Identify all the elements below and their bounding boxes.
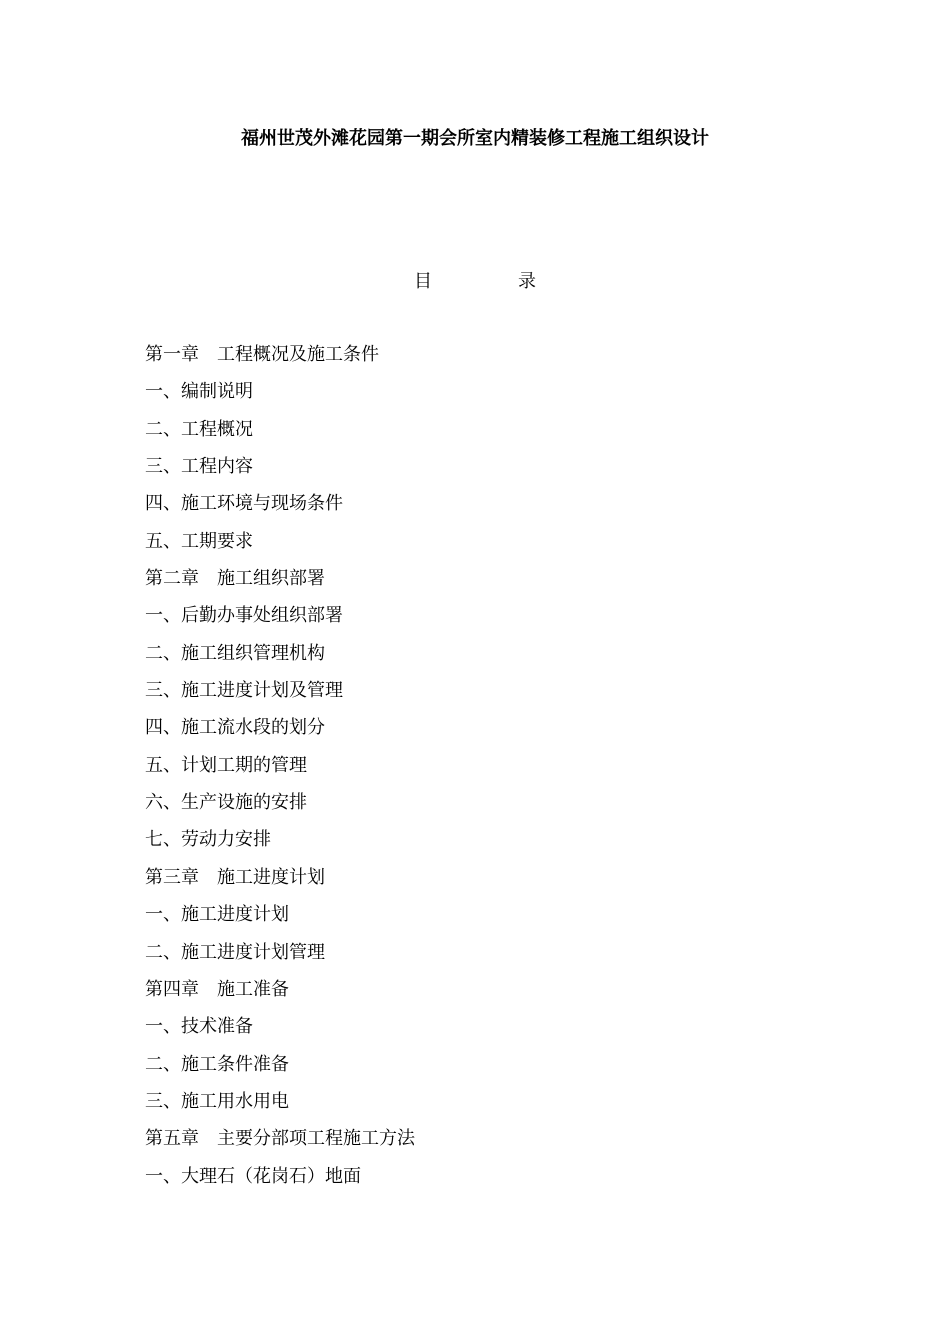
toc-heading-left: 目 [414,271,432,292]
toc-section-entry [145,418,415,455]
toc-entry-text: 施工进度计划 [181,904,289,926]
toc-entry-number: 一、 [145,381,181,403]
toc-entry-text: 工程概况 [181,418,253,440]
toc-entry-number: 七、 [145,829,181,851]
toc-list [145,343,415,1202]
toc-entry-number: 一、 [145,1165,181,1187]
toc-section-entry [145,716,415,753]
toc-chapter-entry [145,866,415,903]
toc-entry-text: 编制说明 [181,381,253,403]
toc-heading [0,270,950,294]
toc-entry-text: 施工准备 [217,978,289,1000]
toc-section-entry [145,903,415,940]
toc-section-entry [145,530,415,567]
toc-entry-text: 施工进度计划及管理 [181,680,343,702]
toc-entry-text: 技术准备 [181,1016,253,1038]
toc-section-entry [145,1090,415,1127]
toc-entry-text: 工程概况及施工条件 [217,344,379,365]
toc-entry-number: 二、 [145,941,181,963]
toc-section-entry [145,828,415,865]
toc-entry-text: 施工组织部署 [217,568,325,590]
toc-entry-text: 施工环境与现场条件 [181,493,343,515]
toc-entry-number: 第三章 [145,866,199,888]
toc-entry-number: 一、 [145,1016,181,1038]
toc-entry-text: 主要分部项工程施工方法 [217,1128,415,1150]
toc-entry-number: 二、 [145,642,181,664]
document-title: 福州世茂外滩花园第一期会所室内精装修工程施工组织设计 [241,128,709,149]
toc-entry-text: 后勤办事处组织部署 [181,605,343,627]
toc-section-entry [145,642,415,679]
toc-entry-number: 五、 [145,754,181,776]
toc-entry-number: 四、 [145,717,181,739]
toc-entry-number: 第五章 [145,1128,199,1150]
toc-chapter-entry [145,1127,415,1164]
toc-entry-text: 劳动力安排 [181,829,271,851]
toc-entry-text: 工程内容 [181,456,253,478]
toc-entry-number: 五、 [145,530,181,552]
toc-entry-number: 四、 [145,493,181,515]
toc-section-entry [145,791,415,828]
toc-entry-number: 二、 [145,1053,181,1075]
toc-entry-number: 三、 [145,680,181,702]
toc-entry-number: 第四章 [145,978,199,1000]
toc-entry-text: 计划工期的管理 [181,754,307,776]
toc-section-entry [145,754,415,791]
toc-entry-text: 施工组织管理机构 [181,642,325,664]
toc-entry-number: 三、 [145,1090,181,1112]
toc-entry-number: 第一章 [145,344,199,365]
toc-entry-number: 三、 [145,456,181,478]
toc-entry-number: 六、 [145,792,181,814]
toc-entry-number: 第二章 [145,568,199,590]
toc-entry-text: 施工流水段的划分 [181,717,325,739]
toc-entry-text: 工期要求 [181,530,253,552]
toc-entry-number: 一、 [145,605,181,627]
toc-entry-text: 施工用水用电 [181,1090,289,1112]
toc-heading-right: 录 [518,271,536,292]
toc-section-entry [145,1165,415,1202]
toc-entry-text: 生产设施的安排 [181,792,307,814]
toc-entry-text: 大理石（花岗石）地面 [181,1165,361,1187]
toc-chapter-entry [145,978,415,1015]
toc-section-entry [145,1053,415,1090]
toc-section-entry [145,604,415,641]
toc-entry-text: 施工进度计划 [217,866,325,888]
toc-section-entry [145,492,415,529]
toc-entry-text: 施工条件准备 [181,1053,289,1075]
toc-entry-number: 一、 [145,904,181,926]
toc-chapter-entry [145,343,415,380]
toc-section-entry [145,679,415,716]
toc-entry-number: 二、 [145,418,181,440]
toc-section-entry [145,455,415,492]
toc-section-entry [145,380,415,417]
toc-section-entry [145,941,415,978]
toc-entry-text: 施工进度计划管理 [181,941,325,963]
toc-chapter-entry [145,567,415,604]
toc-section-entry [145,1015,415,1052]
